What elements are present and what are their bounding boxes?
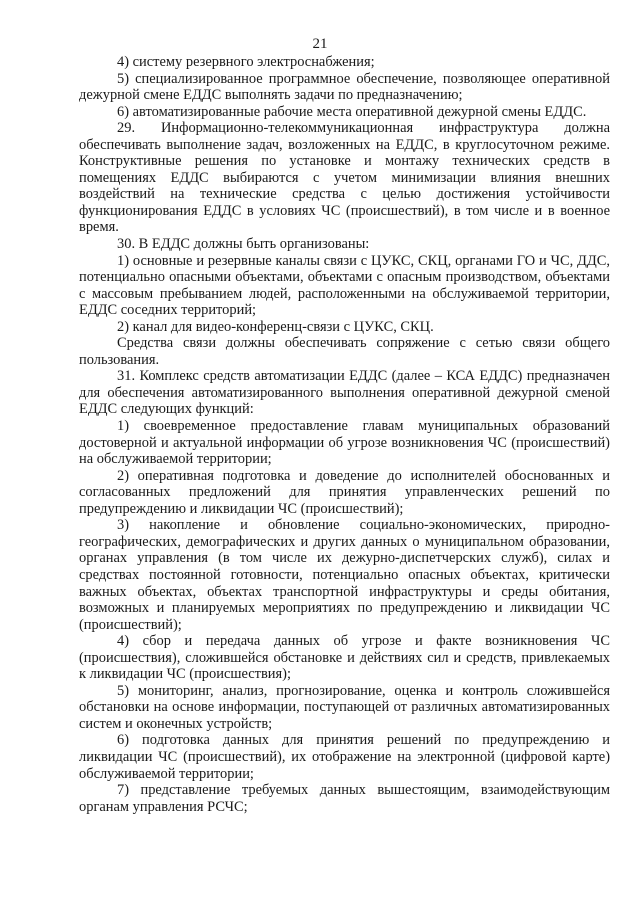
paragraph-clause-31-item-4: 4) сбор и передача данных об угрозе и факте возникновения ЧС (происшествия), сложившейся обстановке и действиях сил и средств, привлекаемых к ликвидации ЧС (происшествия); (79, 633, 610, 683)
paragraph-clause-31-item-1: 1) своевременное предоставление главам муниципальных образований достоверной и актуальной информации об угрозе возникновения ЧС (происшествий) на обслуживаемой территории; (79, 418, 610, 468)
paragraph-item-4-backup-power: 4) систему резервного электроснабжения; (117, 54, 375, 70)
paragraph-communication-means: Средства связи должны обеспечивать сопряжение с сетью связи общего пользования. (79, 335, 610, 368)
page-number: 21 (312, 36, 328, 52)
paragraph-clause-31-item-5: 5) мониторинг, анализ, прогнозирование, оценка и контроль сложившейся обстановки на основе информации, поступающей от различных автоматизированных систем и оконечных устройств; (79, 682, 610, 732)
paragraph-clause-31-item-6: 6) подготовка данных для принятия решений по предупреждению и ликвидации ЧС (происшествий), их отображение на электронной (цифровой карте) обслуживаемой территории; (79, 732, 610, 782)
paragraph-clause-30-item-1: 1) основные и резервные каналы связи с ЦУКС, СКЦ, органами ГО и ЧС, ДДС, потенциально опасными объектами, объектами с опасным производством, объектами с массовым пребыванием людей, расположенными на обслуживаемой территории, ЕДДС соседних территорий; (79, 252, 610, 319)
paragraph-clause-31-item-2: 2) оперативная подготовка и доведение до исполнителей обоснованных и согласованных предложений для принятия управленческих решений по предупреждению и ликвидации ЧС (происшествий); (79, 467, 610, 517)
paragraph-clause-31-item-7: 7) представление требуемых данных вышестоящим, взаимодействующим органам управления РСЧС; (79, 782, 610, 815)
document-body (79, 54, 610, 815)
paragraph-clause-31: 31. Комплекс средств автоматизации ЕДДС (далее – КСА ЕДДС) предназначен для обеспечения автоматизированного выполнения оперативной дежурной сменой ЕДДС следующих функций: (79, 368, 610, 418)
paragraph-clause-30: 30. В ЕДДС должны быть организованы: (117, 236, 370, 253)
paragraph-item-5-software: 5) специализированное программное обеспечение, позволяющее оперативной дежурной смене ЕДДС выполнять задачи по предназначению; (79, 70, 610, 104)
paragraph-clause-29: 29. Информационно-телекоммуникационная инфраструктура должна обеспечивать выполнение задач, возложенных на ЕДДС, в круглосуточном режиме. Конструктивные решения по установке и монтажу технических средств в помещениях ЕДДС выбираются с учетом минимизации влияния внешних воздействий на технические средства с целью достижения устойчивости функционирования ЕДДС в условиях ЧС (происшествий), в том числе и в военное время. (79, 120, 610, 236)
paragraph-clause-30-item-2: 2) канал для видео-конференц-связи с ЦУКС, СКЦ. (117, 318, 434, 335)
paragraph-clause-31-item-3: 3) накопление и обновление социально-экономических, природно-географических, демографических и других данных о муниципальном образовании, органах управления (в том числе их дежурно-диспетчерских служб), силах и средствах постоянной готовности, потенциально опасных объектах, критически важных объектах, объектах транспортной инфраструктуры и среды обитания, возможных и планируемых мероприятиях по предупреждению и ликвидации ЧС (происшествий); (79, 517, 610, 633)
paragraph-item-6-workstations: 6) автоматизированные рабочие места оперативной дежурной смены ЕДДС. (117, 103, 587, 120)
